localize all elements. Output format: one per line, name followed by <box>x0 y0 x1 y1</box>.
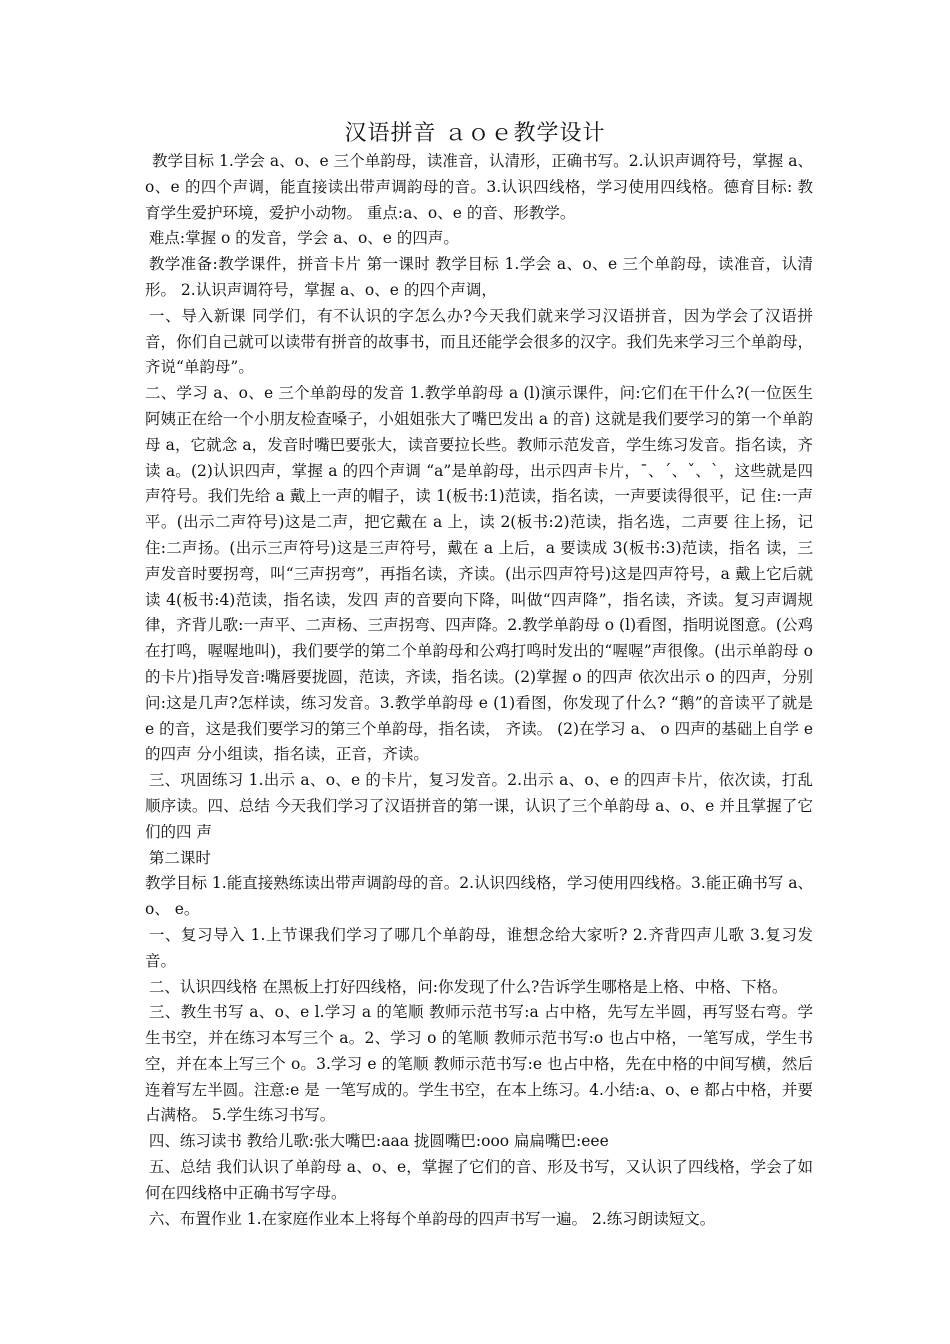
paragraph-introduction: 一、导入新课 同学们，有不认识的字怎么办?今天我们就来学习汉语拼音，因为学会了汉语拼音，你们自己就可以读带有拼音的故事书，而且还能学会很多的汉字。我们先来学习三个单韵母，齐说“单韵母”。 <box>145 306 813 377</box>
paragraph-preparation: 教学准备:教学课件，拼音卡片 第一课时 教学目标 1.学会 a、o、e 三个单韵母，读准音，认清形。 2.认识声调符号，掌握 a、o、e 的四个声调， <box>145 255 813 299</box>
paragraph-second-lesson-heading: 第二课时 <box>148 848 211 867</box>
document-body <box>145 149 813 1232</box>
paragraph-objectives: 教学目标 1.学会 a、o、e 三个单韵母，读准音，认清形，正确书写。2.认识声调符号，掌握 a、o、e 的四个声调，能直接读出带声调韵母的音。3.认识四线格，学习使用四线格。德育目标: 教育学生爱护环境，爱护小动物。 重点:a、o、e 的音、形教学。 <box>145 152 813 222</box>
document-title: 汉语拼音 ａｏｅ教学设计 <box>344 121 606 146</box>
paragraph-learning-vowels: 二、学习 a、o、e 三个单韵母的发音 1.教学单韵母 a (l)演示课件，问:它们在干什么?(一位医生阿姨正在给一个小朋友检查嗓子，小姐姐张大了嘴巴发出 a 的音) 这就是我们要学习的第一个单韵母 a，它就念 a，发音时嘴巴要张大，读音要拉长些。教师示范发音，学生练习发音。指名读，齐读 a。(2)认识四声，掌握 a 的四个声调 “a”是单韵母，出示四声卡片，ˉ、ˊ、ˇ、ˋ，这些就是四声符号。我们先给 a 戴上一声的帽子，读 1(板书:1)范读，指名读，一声要读得很平，记 住:一声平。(出示二声符号)这是二声，把它戴在 a 上，读 2(板书:2)范读，指名选，二声要 往上扬，记住:二声扬。(出示三声符号)这是三声符号，戴在 a 上后，a 要读成 3(板书:3)范读，指名 读，三声发音时要拐弯，叫“三声拐弯”，再指名读，齐读。(出示四声符号)这是四声符号，a 戴上它后就读 4(板书:4)范读，指名读，发四 声的音要向下降，叫做“四声降”，指名读，齐读。复习声调规律，齐背儿歌:一声平、二声杨、三声拐弯、四声降。2.教学单韵母 o (l)看图，指明说图意。(公鸡在打鸣，喔喔地叫)，我们要学的第二个单韵母和公鸡打鸣时发出的“喔喔”声很像。(出示单韵母 o 的卡片)指导发音:嘴唇要拢圆，范读，齐读，指名读。(2)掌握 o 的四声 依次出示 o 的四声，分别问:这是几声?怎样读，练习发音。3.教学单韵母 e (1)看图，你发现了什么? “鹅”的音读平了就是 e 的音，这是我们要学习的第三个单韵母，指名读， 齐读。 (2)在学习 a、 o 四声的基础上自学 e 的四声 分小组读，指名读，正音，齐读。 <box>145 384 813 764</box>
paragraph-four-line-grid: 二、认识四线格 在黑板上打好四线格，问:你发现了什么?告诉学生哪格是上格、中格、下格。 <box>148 977 788 996</box>
paragraph-homework: 六、布置作业 1.在家庭作业本上将每个单韵母的四声书写一遍。 2.练习朗读短文。 <box>148 1209 716 1228</box>
paragraph-writing: 三、教生书写 a、o、e l.学习 a 的笔顺 教师示范书写:a 占中格，先写左半圆，再写竖右弯。学生书空，并在练习本写三个 a。2、学习 o 的笔顺 教师示范书写:o 也占中格，一笔写成，学生书空，并在本上写三个 o。3.学习 e 的笔顺 教师示范书写:e 也占中格，先在中格的中间写横，然后连着写左半圆。注意:e 是 一笔写成的。学生书空，在本上练习。4.小结:a、o、e 都占中格，并要占满格。 5.学生练习书写。 <box>145 1003 813 1125</box>
paragraph-review: 一、复习导入 1.上节课我们学习了哪几个单韵母，谁想念给大家听? 2.齐背四声儿歌 3.复习发音。 <box>145 925 813 970</box>
paragraph-second-lesson-objectives: 教学目标 1.能直接熟练读出带声调韵母的音。2.认识四线格，学习使用四线格。3.能正确书写 a、 o、 e。 <box>145 874 813 919</box>
paragraph-reading-practice: 四、练习读书 教给儿歌:张大嘴巴:aaa 拢圆嘴巴:ooo 扁扁嘴巴:eee <box>148 1132 609 1151</box>
paragraph-conclusion: 五、总结 我们认识了单韵母 a、o、e，掌握了它们的音、形及书写，又认识了四线格，学会了如何在四线格中正确书写字母。 <box>145 1158 813 1202</box>
paragraph-difficulty: 难点:掌握 o 的发音，学会 a、o、e 的四声。 <box>148 229 459 248</box>
paragraph-practice-summary: 三、巩固练习 1.出示 a、o、e 的卡片，复习发音。2.出示 a、o、e 的四声卡片，依次读，打乱顺序读。四、总结 今天我们学习了汉语拼音的第一课，认识了三个单韵母 a、o、e 并且掌握了它们的四 声 <box>145 771 813 841</box>
